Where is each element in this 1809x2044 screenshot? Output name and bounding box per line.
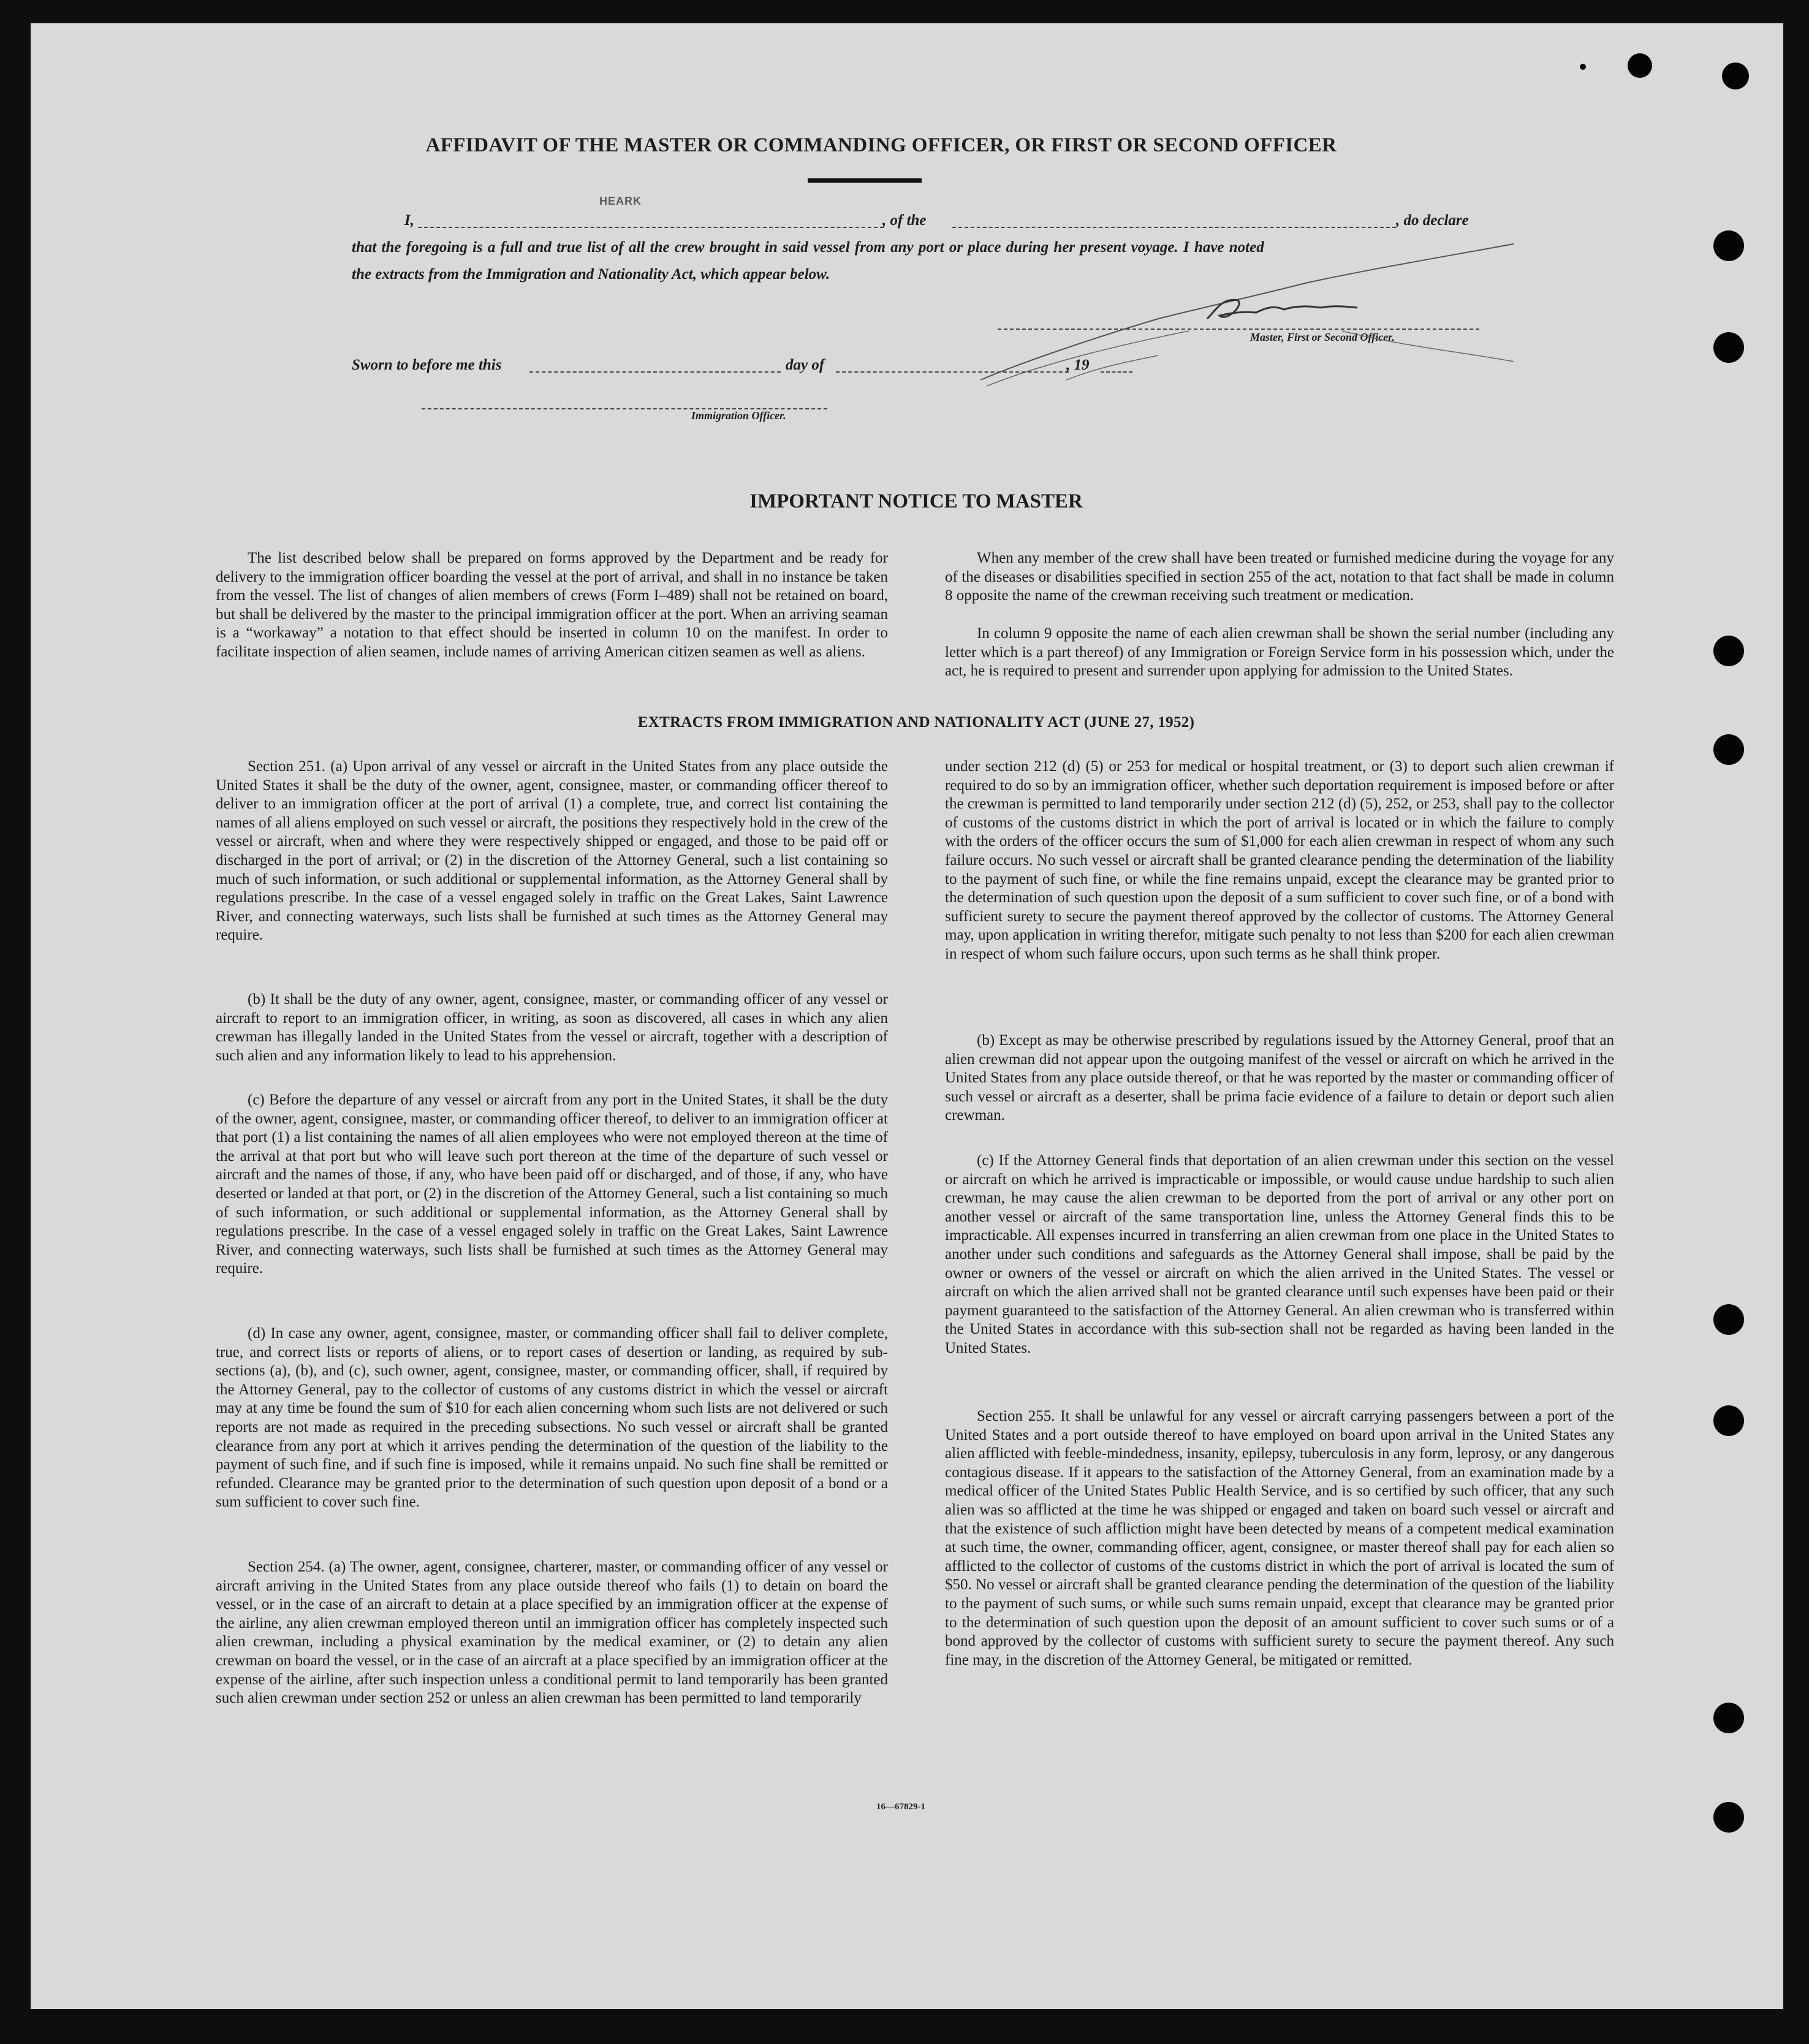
section-251-b: (b) It shall be the duty of any owner, agent, consignee, master, or commanding officer of any vessel or aircraft to report to an immigration officer, in writing, as soon as discovered, all cases in which any alien crewman has illegally landed in the United States from the vessel or aircraft, together with a description of such alien and any information likely to lead to his apprehension. bbox=[216, 991, 888, 1064]
sworn-label: Sworn to before me this bbox=[352, 357, 502, 373]
year-label: , 19 bbox=[1066, 357, 1090, 373]
section-251-a: Section 251. (a) Upon arrival of any vessel or aircraft in the United States from any place outside the United States it shall be the duty of the owner, agent, consignee, master, or commanding officer thereof to deliver to an immigration officer at the port of arrival (1) a complete, true, and correct list containing the names of all aliens employed on such vessel or aircraft, the positions they respectively hold in the crew of the vessel or aircraft, when and where they were respectively shipped or engaged, and those to be paid off or discharged in the port of arrival; or (2) in the discretion of the Attorney General, such a list containing so much of such information, or such additional or supplemental information, as the Attorney General shall by regulations prescribe. In the case of a vessel engaged solely in traffic on the Great Lakes, Saint Lawrence River, and connecting waterways, such lists shall be furnished at such times as the Attorney General may require. bbox=[216, 758, 888, 944]
sworn-day-line bbox=[529, 371, 781, 373]
handwritten-signature bbox=[974, 239, 1563, 398]
section-251-c: (c) Before the departure of any vessel or aircraft from any port in the United States, it shall be the duty of the owner, agent, consignee, master, or commanding officer thereof, to deliver to an immigration officer at that port (1) a list containing the names of all alien employees who were not employed thereon at the time of the arrival at that port but who will leave such port thereon at the time of the departure of such vessel or aircraft and the names of those, if any, who have been paid off or discharged, and of those, if any, who have deserted or landed at that port, or (2) in the discretion of the Attorney General, such a list containing so much of such information, or such additional or supplemental information, as the Attorney General shall by regulations prescribe. In the case of a vessel engaged solely in traffic on the Great Lakes, Saint Lawrence River, and connecting waterways, such lists shall be furnished at such times as the Attorney General may require. bbox=[216, 1092, 888, 1277]
notice-left-paragraph: The list described below shall be prepared on forms approved by the Department and be ready for delivery to the immigration officer boarding the vessel at the port of arrival, and shall in no instance be taken from the vessel. The list of changes of alien members of crews (Form I–489) shall not be retained on board, but shall be delivered by the master to the principal immigration officer at the port. When an arriving seaman is a “workaway” a notation to that effect should be inserted in column 10 on the manifest. In order to facilitate inspection of alien seamen, include names of arriving American citizen seamen as well as aliens. bbox=[216, 550, 888, 660]
affidavit-title: AFFIDAVIT OF THE MASTER OR COMMANDING OFFICER, OR FIRST OR SECOND OFFICER bbox=[425, 134, 1337, 156]
of-the-label: , of the bbox=[882, 212, 927, 229]
sworn-month-line bbox=[836, 371, 1069, 373]
affidavit-i-label: I, bbox=[404, 212, 414, 229]
notice-right-paragraph-1: When any member of the crew shall have been treated or furnished medicine during the voyage for any of the diseases or disabilities specified in section 255 of the act, notation to that fact shall be made in column 8 opposite the name of the crewman receiving such treatment or medication. bbox=[945, 550, 1614, 604]
section-255: Section 255. It shall be unlawful for any vessel or aircraft carrying passengers between a port of the United States and a port outside thereof to have employed on board upon arrival in the United States any alien afflicted with feeble-mindedness, insanity, epilepsy, tuberculosis in any form, leprosy, or any dangerous contagious disease. If it appears to the satisfaction of the Attorney General, from an examination made by a medical officer of the United States Public Health Service, and is so certified by such officer, that any such alien was so afflicted at the time he was shipped or engaged and taken on board such vessel or aircraft and that the existence of such affliction might have been detected by means of a competent medical examination at such time, the owner, commanding officer, agent, consignee, or master thereof shall pay for each alien so afflicted to the collector of customs of the customs district in which the port of arrival is located the sum of $50. No vessel or aircraft shall be granted clearance pending the determination of the question of the liability to the payment of such sums, or while such sums remain unpaid, except that clearance may be granted prior to the determination of such question upon the deposit of an amount sufficient to cover such sums or of a bond approved by the collector of customs with sufficient surety to secure the payment thereof. Any such fine may, in the discretion of the Attorney General, be mitigated or remitted. bbox=[945, 1408, 1614, 1668]
sworn-year-line bbox=[1101, 371, 1132, 373]
punch-hole bbox=[1713, 636, 1744, 666]
notice-title: IMPORTANT NOTICE TO MASTER bbox=[749, 490, 1083, 512]
notice-right-paragraph-2: In column 9 opposite the name of each alien crewman shall be shown the serial number (including any letter which is a part thereof) of any Immigration or Foreign Service form in his possession which, under the act, he is required to present and surrender upon applying for admission to the United States. bbox=[945, 625, 1614, 680]
section-254-c: (c) If the Attorney General finds that deportation of an alien crewman under this section on the vessel or aircraft on which he arrived is impracticable or impossible, or would cause undue hardship to such alien crewman, he may cause the alien crewman to be deported from the port of arrival or any other port on another vessel or aircraft of the same transportation line, unless the Attorney General finds this to be impracticable. All expenses incurred in transferring an alien crewman from one place in the United States to another under such conditions and safeguards as the Attorney General shall impose, shall be paid by the owner or owners of the vessel or aircraft on which the alien arrived in the United States. The vessel or aircraft on which the alien arrived shall not be granted clearance until such expenses have been paid or their payment guaranteed to the satisfaction of the Attorney General. An alien crewman who is transferred within the United States in accordance with this sub-section shall not be regarded as having been landed in the United States. bbox=[945, 1152, 1614, 1356]
punch-hole bbox=[1628, 53, 1652, 78]
extracts-title: EXTRACTS FROM IMMIGRATION AND NATIONALITY ACT (JUNE 27, 1952) bbox=[637, 714, 1195, 731]
punch-hole-small bbox=[1580, 64, 1586, 70]
officer-caption: Immigration Officer. bbox=[691, 409, 786, 422]
section-254-b: (b) Except as may be otherwise prescribed by regulations issued by the Attorney General, proof that an alien crewman did not appear upon the outgoing manifest of the vessel or aircraft on which he arrived in the United States from any place outside thereof, or that he was reported by the master or commanding officer of such vessel or aircraft as a deserter, shall be prima facie evidence of a failure to detain or deport such alien crewman. bbox=[945, 1032, 1614, 1124]
punch-hole bbox=[1713, 230, 1744, 261]
form-number: 16—67829-1 bbox=[876, 1802, 925, 1812]
title-rule bbox=[808, 178, 922, 183]
section-254-a-continued: under section 212 (d) (5) or 253 for medical or hospital treatment, or (3) to deport such alien crewman if required to do so by an immigration officer, whether such deportation requirement is imposed before or after the crewman is permitted to land temporarily under section 212 (d) (5), 252, or 253, shall pay to the collector of customs of the customs district in which the port of arrival is located or in which the failure to comply with the orders of the officer occurs the sum of $1,000 for each alien crewman in respect of whom any such failure occurs. No such vessel or aircraft shall be granted clearance pending the determination of the liability to the payment of such fine, or while the fine remains unpaid, except the clearance may be granted prior to the determination of such question upon the deposit of a sum sufficient to cover such fine, or of a bond with sufficient surety to secure the payment thereof approved by the collector of customs. The Attorney General may, upon application in writing therefor, mitigate such penalty to not less than $200 for each alien crewman in respect of whom such failure occurs, upon such terms as he shall think proper. bbox=[945, 758, 1614, 962]
do-declare-label: , do declare bbox=[1396, 212, 1469, 229]
day-of-label: day of bbox=[786, 357, 825, 373]
punch-hole bbox=[1713, 332, 1744, 363]
punch-hole bbox=[1713, 1703, 1744, 1733]
punch-hole bbox=[1722, 63, 1749, 89]
master-caption: Master, First or Second Officer. bbox=[1250, 331, 1395, 343]
handwritten-name: HEARK bbox=[599, 195, 642, 207]
punch-hole bbox=[1713, 734, 1744, 765]
name-blank-line bbox=[418, 227, 884, 228]
vessel-blank-line bbox=[952, 227, 1396, 228]
section-251-d: (d) In case any owner, agent, consignee, master, or commanding officer shall fail to deliver complete, true, and correct lists or reports of aliens, or to report cases of desertion or landing, as required by sub-sections (a), (b), and (c), such owner, agent, consignee, master, or commanding officer, shall, if required by the Attorney General, pay to the collector of customs of any customs district in which the vessel or aircraft may at any time be found the sum of $10 for each alien concerning whom such lists are not delivered or such reports are not made as required in the preceding subsections. No such vessel or aircraft shall be granted clearance from any port at which it arrives pending the determination of the question of the liability to the payment of such fine, and if such fine is imposed, while it remains unpaid. No such fine shall be remitted or refunded. Clearance may be granted prior to the determination of such question upon deposit of a bond or a sum sufficient to cover such fine. bbox=[216, 1325, 888, 1511]
punch-hole bbox=[1713, 1304, 1744, 1335]
affidavit-line-3: the extracts from the Immigration and Nationality Act, which appear below. bbox=[352, 266, 830, 283]
affidavit-line-2: that the foregoing is a full and true list of all the crew brought in said vessel from any port or place during her present voyage. I have noted bbox=[352, 239, 1264, 256]
section-254-a: Section 254. (a) The owner, agent, consignee, charterer, master, or commanding officer of any vessel or aircraft arriving in the United States from any place outside thereof who fails (1) to detain on board the vessel, or in the case of an aircraft to detain at a place specified by an immigration officer at the expense of the airline, any alien crewman employed thereon until an immigration officer has completely inspected such alien crewman, including a physical examination by the medical examiner, or (2) to detain any alien crewman on board the vessel, or in the case of an aircraft at a place specified by an immigration officer at the expense of the airline, after such inspection unless a conditional permit to land temporarily has been granted such alien crewman under section 252 or unless an alien crewman has been permitted to land temporarily bbox=[216, 1559, 888, 1707]
punch-hole bbox=[1713, 1405, 1744, 1436]
